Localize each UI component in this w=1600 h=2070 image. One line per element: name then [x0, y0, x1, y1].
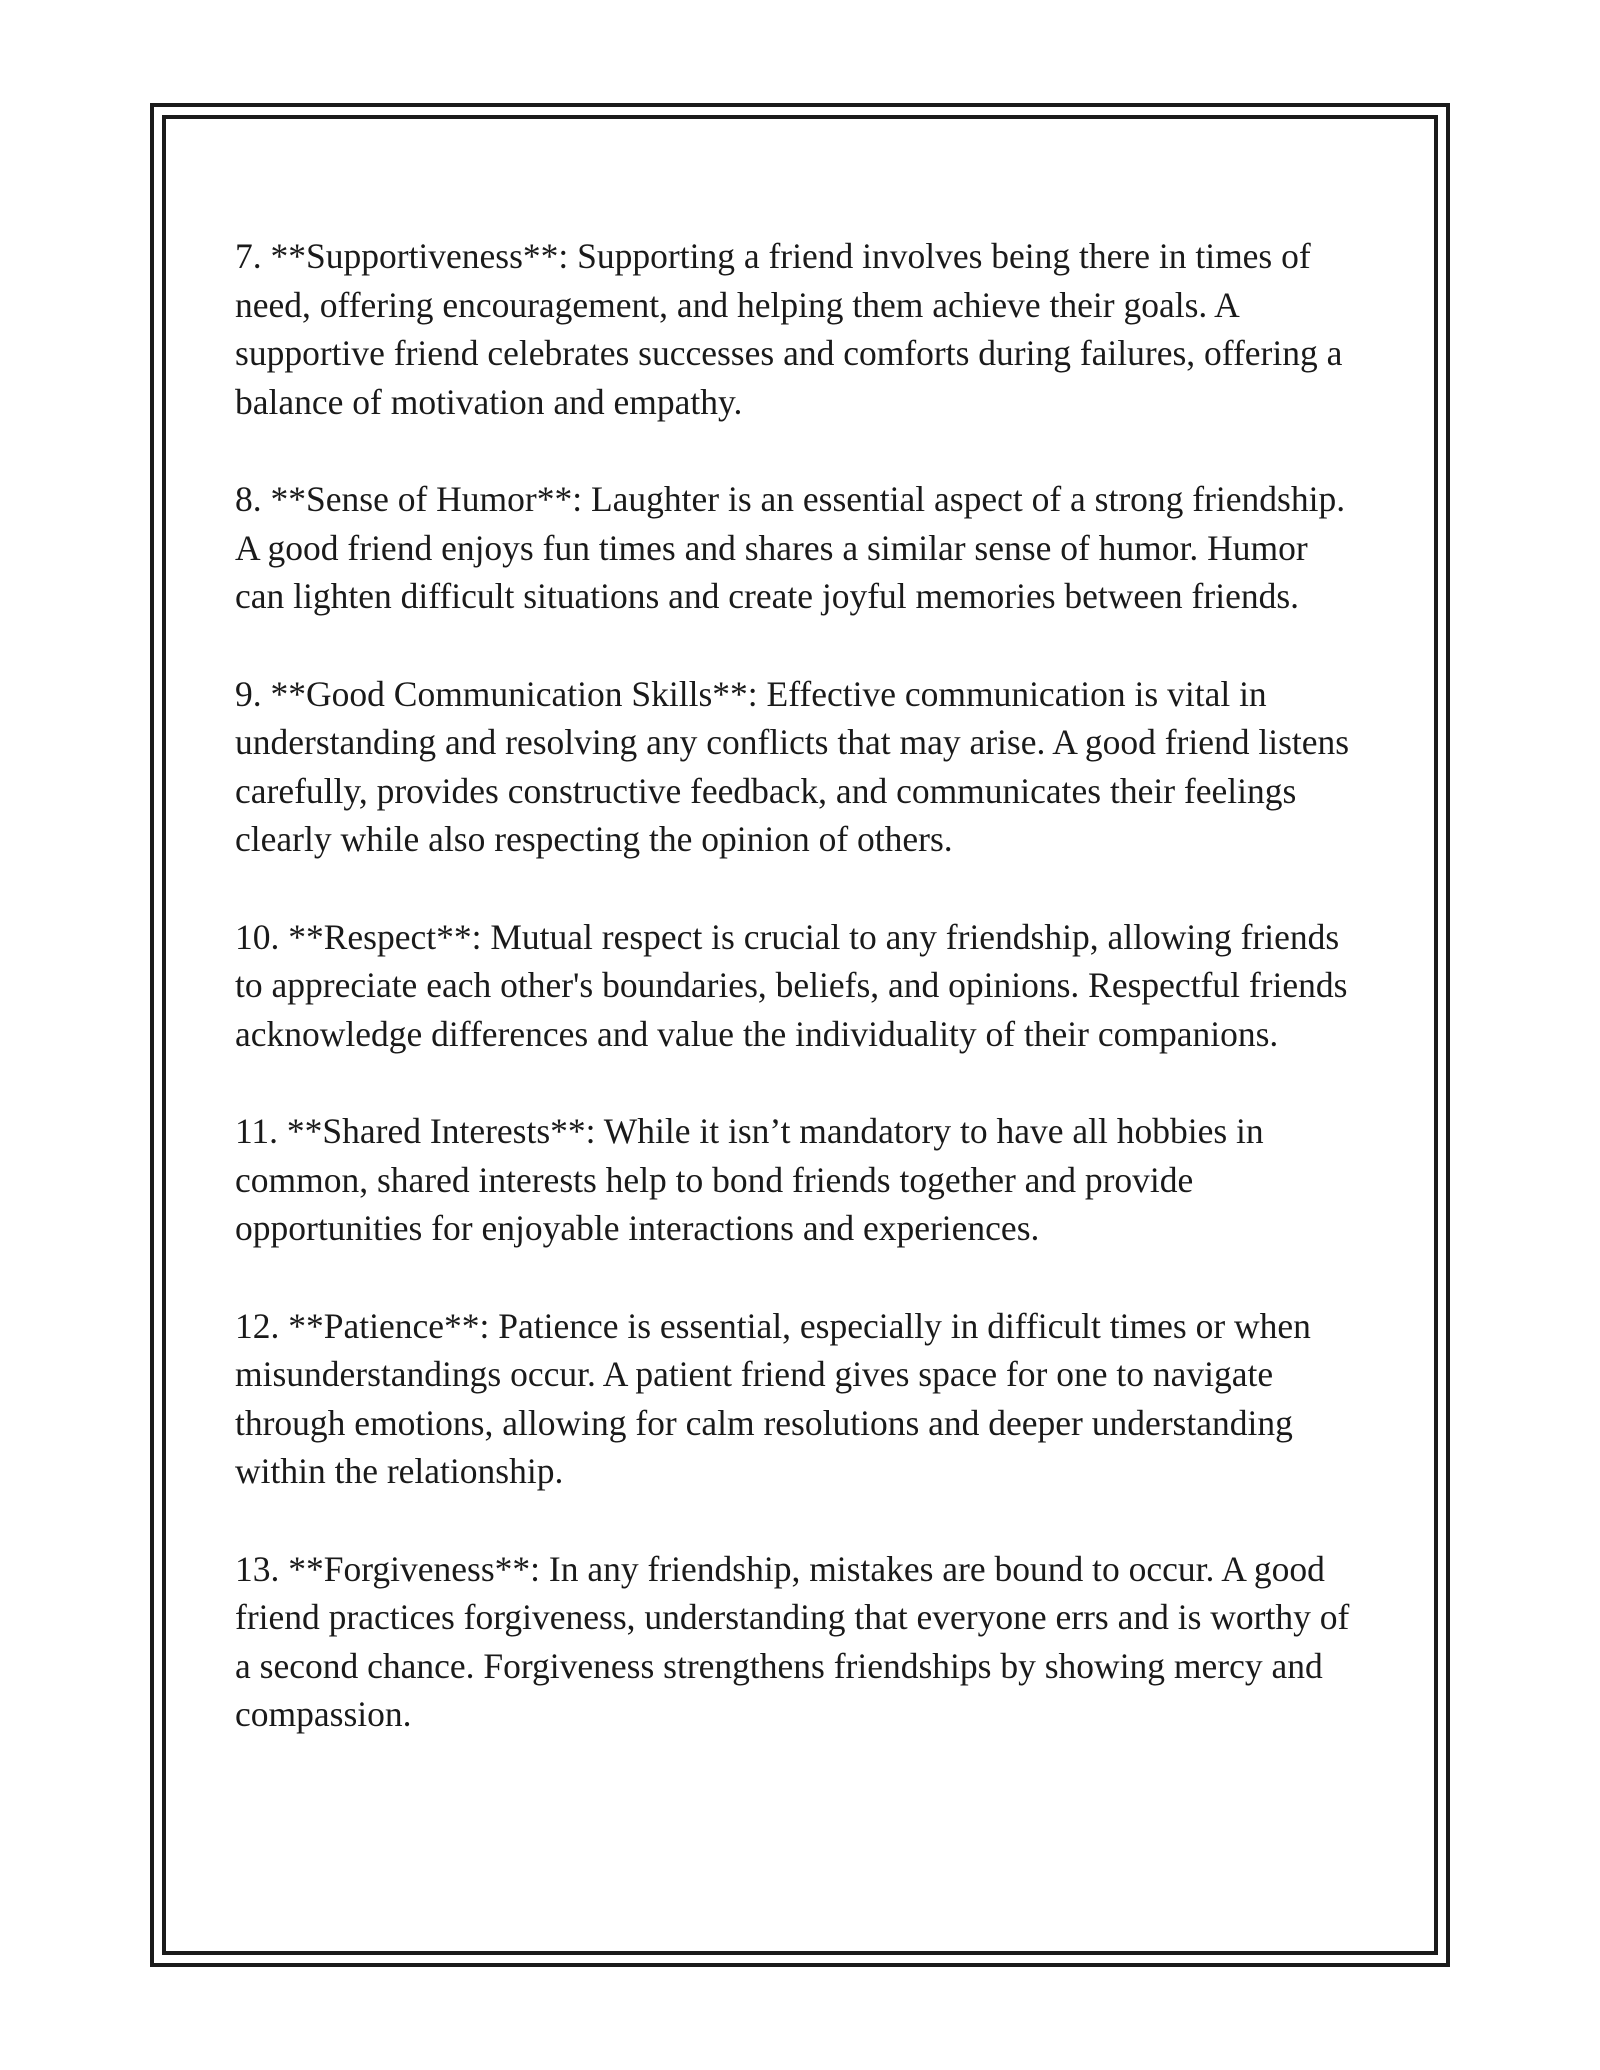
paragraph-supportiveness: 7. **Supportiveness**: Supporting a friend involves being there in times of need, offering encouragement, and helping them achieve their goals. A supportive friend celebrates successes and comforts during failures, offering a balance of motivation and empathy.: [235, 236, 1343, 422]
document-body: [235, 232, 1365, 1788]
paragraph-forgiveness: 13. **Forgiveness**: In any friendship, mistakes are bound to occur. A good friend practices forgiveness, understanding that everyone errs and is worthy of a second chance. Forgiveness strengthens friendships by showing mercy and compassion.: [235, 1548, 1350, 1734]
paragraph-shared-interests: 11. **Shared Interests**: While it isn’t mandatory to have all hobbies in common, shared interests help to bond friends together and provide opportunities for enjoyable interactions and experiences.: [235, 1111, 1264, 1248]
paragraph-good-communication-skills: 9. **Good Communication Skills**: Effective communication is vital in understanding and resolving any conflicts that may arise. A good friend listens carefully, provides constructive feedback, and communicates their feelings clearly while also respecting the opinion of others.: [235, 673, 1350, 859]
paragraph-respect: 10. **Respect**: Mutual respect is crucial to any friendship, allowing friends to appreciate each other's boundaries, beliefs, and opinions. Respectful friends acknowledge differences and value the individuality of their companions.: [235, 916, 1348, 1054]
paragraph-patience: 12. **Patience**: Patience is essential, especially in difficult times or when misunderstandings occur. A patient friend gives space for one to navigate through emotions, allowing for calm resolutions and deeper understanding within the relationship.: [235, 1305, 1311, 1491]
paragraph-sense-of-humor: 8. **Sense of Humor**: Laughter is an essential aspect of a strong friendship. A good friend enjoys fun times and shares a similar sense of humor. Humor can lighten difficult situations and create joyful memories between friends.: [235, 479, 1346, 616]
